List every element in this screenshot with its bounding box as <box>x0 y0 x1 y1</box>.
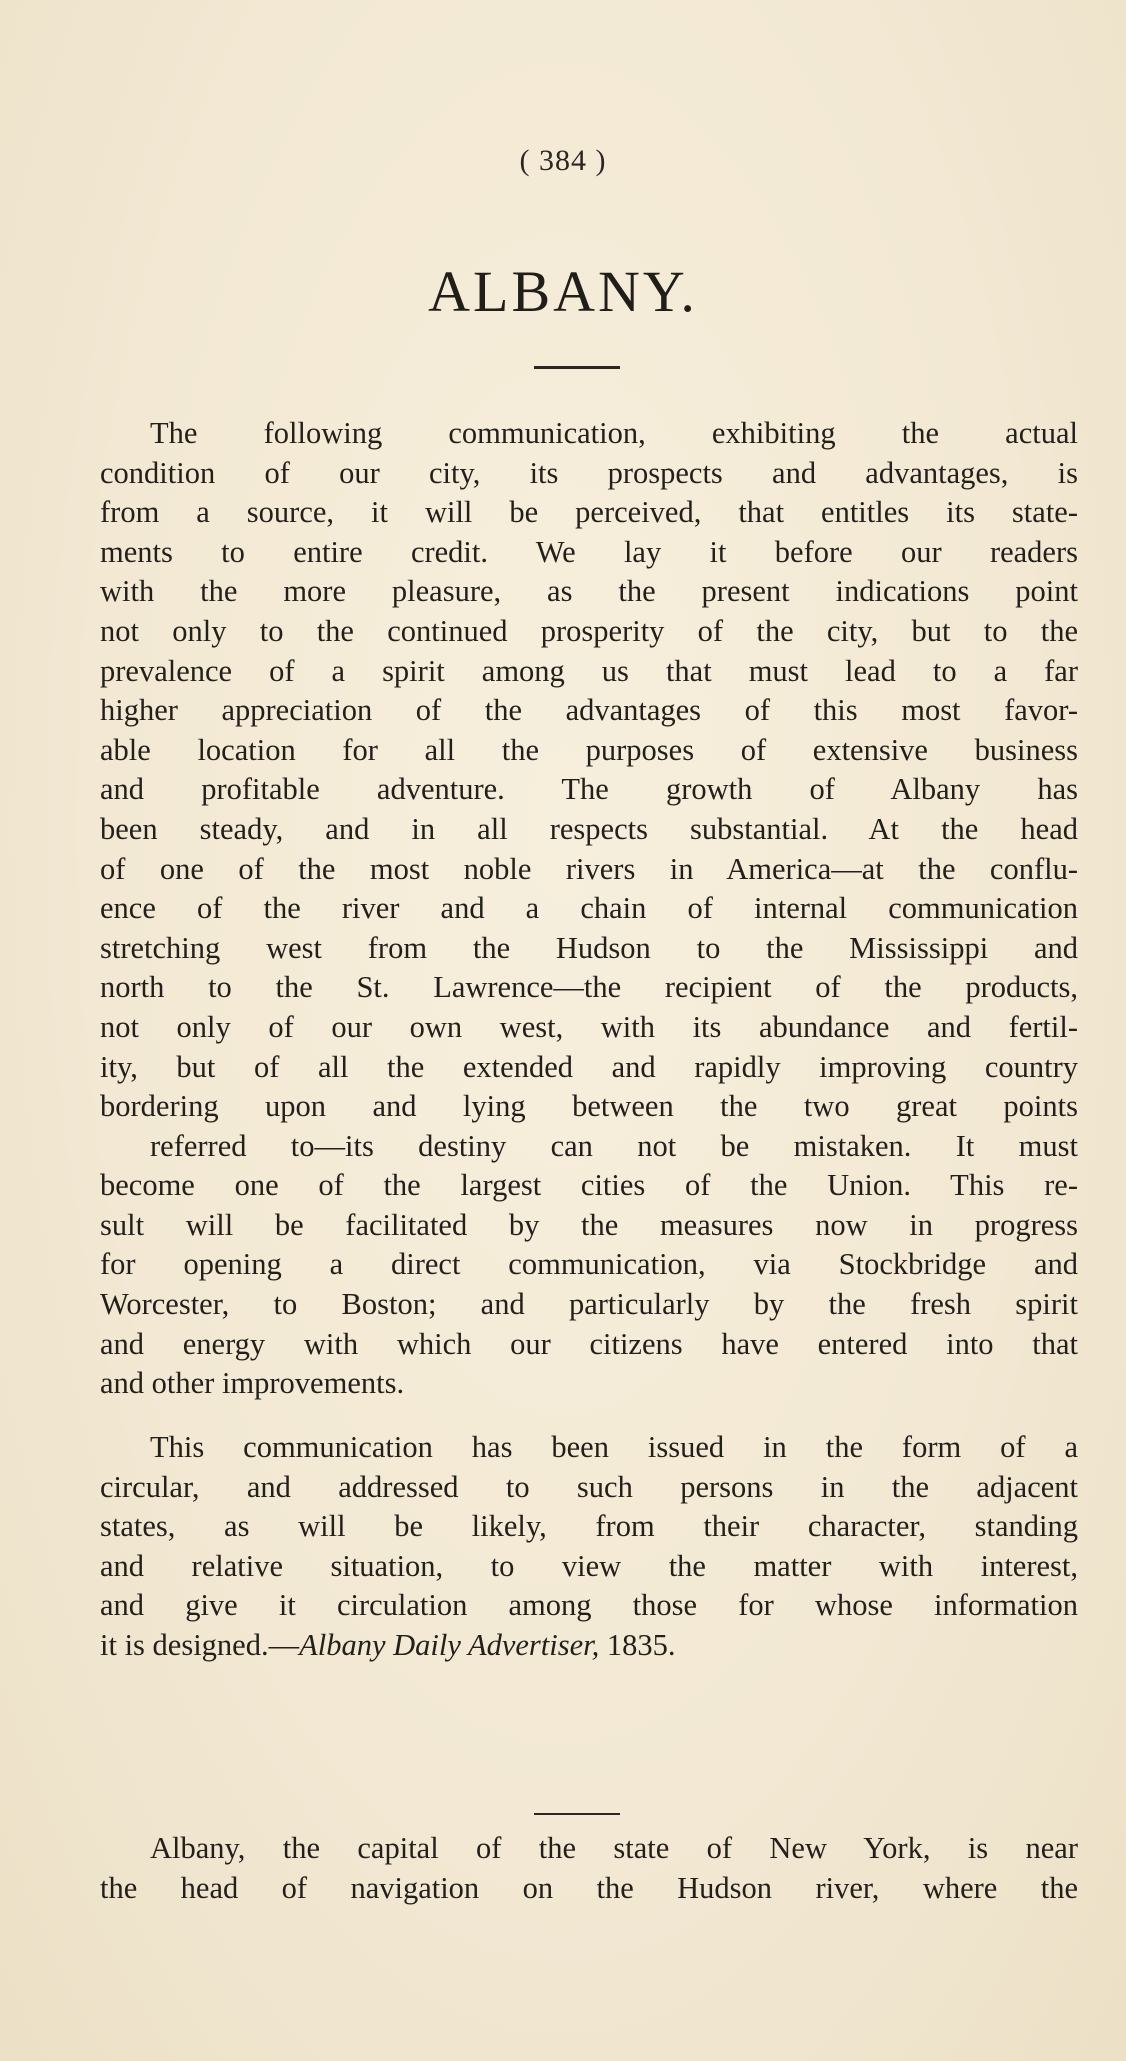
text-line <box>100 1626 1078 1666</box>
text-line: ments to entire credit. We lay it before our readers <box>100 534 1078 569</box>
section-divider <box>534 1813 620 1815</box>
text-line: become one of the largest cities of the Union. This re- <box>100 1168 1078 1203</box>
text-line: with the more pleasure, as the present indications point <box>100 574 1078 609</box>
title-divider <box>534 366 620 369</box>
text-line: prevalence of a spirit among us that must lead to a far <box>100 653 1078 688</box>
text-line: Albany, the capital of the state of New York, is near <box>150 1831 1078 1865</box>
text-line: The following communication, exhibiting the actual <box>150 416 1078 450</box>
text-line: the head of navigation on the Hudson river, where the <box>100 1870 1078 1905</box>
text-line: Worcester, to Boston; and particularly by the fresh spirit <box>100 1287 1078 1322</box>
paragraph-source-note <box>100 1428 1078 1666</box>
text-line: and profitable adventure. The growth of Albany has <box>100 772 1078 807</box>
text-line: north to the St. Lawrence—the recipient of the products, <box>100 970 1078 1005</box>
text-line: sult will be facilitated by the measures now in progress <box>100 1207 1078 1242</box>
text-line: able location for all the purposes of extensive business <box>100 732 1078 767</box>
text-line: and other improvements. <box>100 1366 405 1401</box>
text-line: ence of the river and a chain of internal communication <box>100 891 1078 926</box>
page-number: ( 384 ) <box>519 144 607 177</box>
text-line: not only of our own west, with its abundance and fertil- <box>100 1009 1078 1044</box>
text-line: of one of the most noble rivers in America—at the conflu- <box>100 851 1078 886</box>
text-line: condition of our city, its prospects and advantages, is <box>100 455 1078 490</box>
text-line: bordering upon and lying between the two great points <box>100 1089 1078 1124</box>
text-line: ity, but of all the extended and rapidly improving country <box>100 1049 1078 1084</box>
text-line: circular, and addressed to such persons in the adjacent <box>100 1469 1078 1504</box>
text-line: states, as will be likely, from their character, standing <box>100 1509 1078 1544</box>
text-line: been steady, and in all respects substantial. At the head <box>100 811 1078 846</box>
text-line: and relative situation, to view the matter with interest, <box>100 1548 1078 1583</box>
paragraph-albany-description <box>100 1829 1078 1908</box>
page-title: ALBANY. <box>428 259 698 324</box>
text-line: for opening a direct communication, via Stockbridge and <box>100 1247 1078 1282</box>
citation-prefix: it is designed.— <box>100 1627 300 1662</box>
text-line: higher appreciation of the advantages of this most favor- <box>100 693 1078 728</box>
text-line: and give it circulation among those for whose information <box>100 1588 1078 1623</box>
text-line: referred to—its destiny can not be mistaken. It must <box>150 1128 1078 1163</box>
text-line: from a source, it will be perceived, that entitles its state- <box>100 495 1078 530</box>
text-line: and energy with which our citizens have entered into that <box>100 1326 1078 1361</box>
citation-year: 1835. <box>599 1627 676 1662</box>
text-line: stretching west from the Hudson to the Mississippi and <box>100 930 1078 965</box>
text-line: This communication has been issued in the form of a <box>150 1430 1078 1464</box>
citation-source: Albany Daily Advertiser, <box>299 1627 600 1662</box>
text-line: not only to the continued prosperity of the city, but to the <box>100 613 1078 648</box>
paragraph-intro <box>100 414 1078 1404</box>
